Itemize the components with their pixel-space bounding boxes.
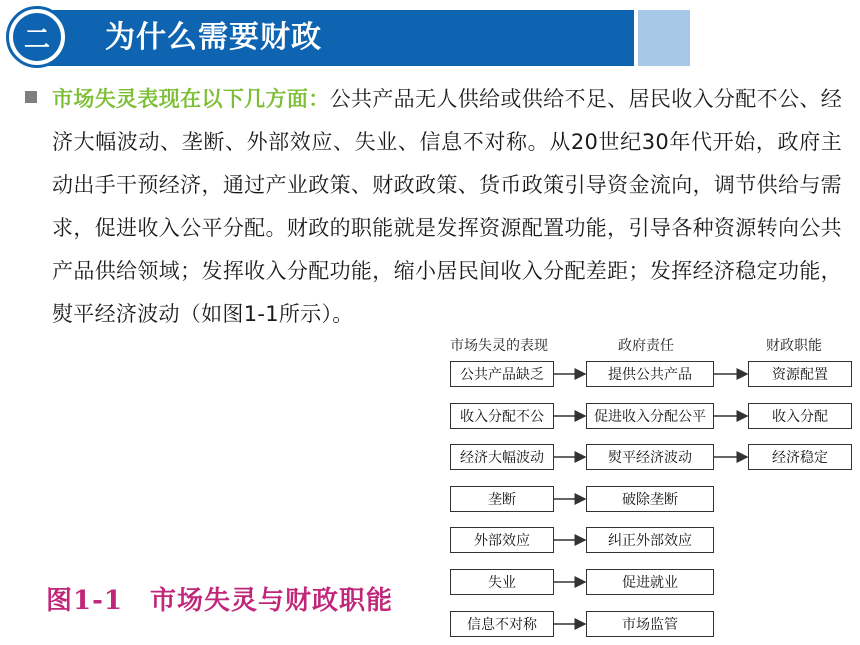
diagram-node-function: 收入分配 [748, 403, 852, 429]
diagram-node-failure: 信息不对称 [450, 611, 554, 637]
lead-phrase: 市场失灵表现在以下几方面： [52, 87, 330, 111]
diagram-node-response: 促进就业 [586, 569, 714, 595]
diagram-node-response: 纠正外部效应 [586, 527, 714, 553]
market-failure-diagram [440, 332, 860, 645]
bullet-square-icon [25, 91, 37, 103]
body-text: 公共产品无人供给或供给不足、居民收入分配不公、经济大幅波动、垄断、外部效应、失业、信息不对称。从20世纪30年代开始，政府主动出手干预经济，通过产业政策、财政政策、货币政策引导资金流向，调节供给与需求，促进收入公平分配。财政的职能就是发挥资源配置功能，引导各种资源转向公共产品供给领域；发挥收入分配功能，缩小居民间收入分配差距；发挥经济稳定功能，熨平经济波动（如图1-1所示）。 [52, 87, 842, 326]
body-paragraph [52, 78, 842, 336]
diagram-node-function: 资源配置 [748, 361, 852, 387]
diagram-node-response: 破除垄断 [586, 486, 714, 512]
column-header-failure: 市场失灵的表现 [450, 338, 548, 354]
diagram-node-failure: 失业 [450, 569, 554, 595]
page-title: 为什么需要财政 [105, 20, 322, 55]
section-badge-number: 二 [13, 13, 61, 61]
figure-caption: 图1-1 市场失灵与财政职能 [46, 586, 393, 616]
diagram-node-response: 市场监管 [586, 611, 714, 637]
diagram-node-failure: 外部效应 [450, 527, 554, 553]
diagram-node-response: 促进收入分配公平 [586, 403, 714, 429]
diagram-node-function: 经济稳定 [748, 444, 852, 470]
diagram-node-failure: 公共产品缺乏 [450, 361, 554, 387]
diagram-node-response: 熨平经济波动 [586, 444, 714, 470]
diagram-node-response: 提供公共产品 [586, 361, 714, 387]
diagram-node-failure: 垄断 [450, 486, 554, 512]
diagram-node-failure: 收入分配不公 [450, 403, 554, 429]
column-header-function: 财政职能 [766, 338, 822, 354]
column-header-response: 政府责任 [618, 338, 674, 354]
header-accent-block [638, 10, 690, 66]
diagram-node-failure: 经济大幅波动 [450, 444, 554, 470]
